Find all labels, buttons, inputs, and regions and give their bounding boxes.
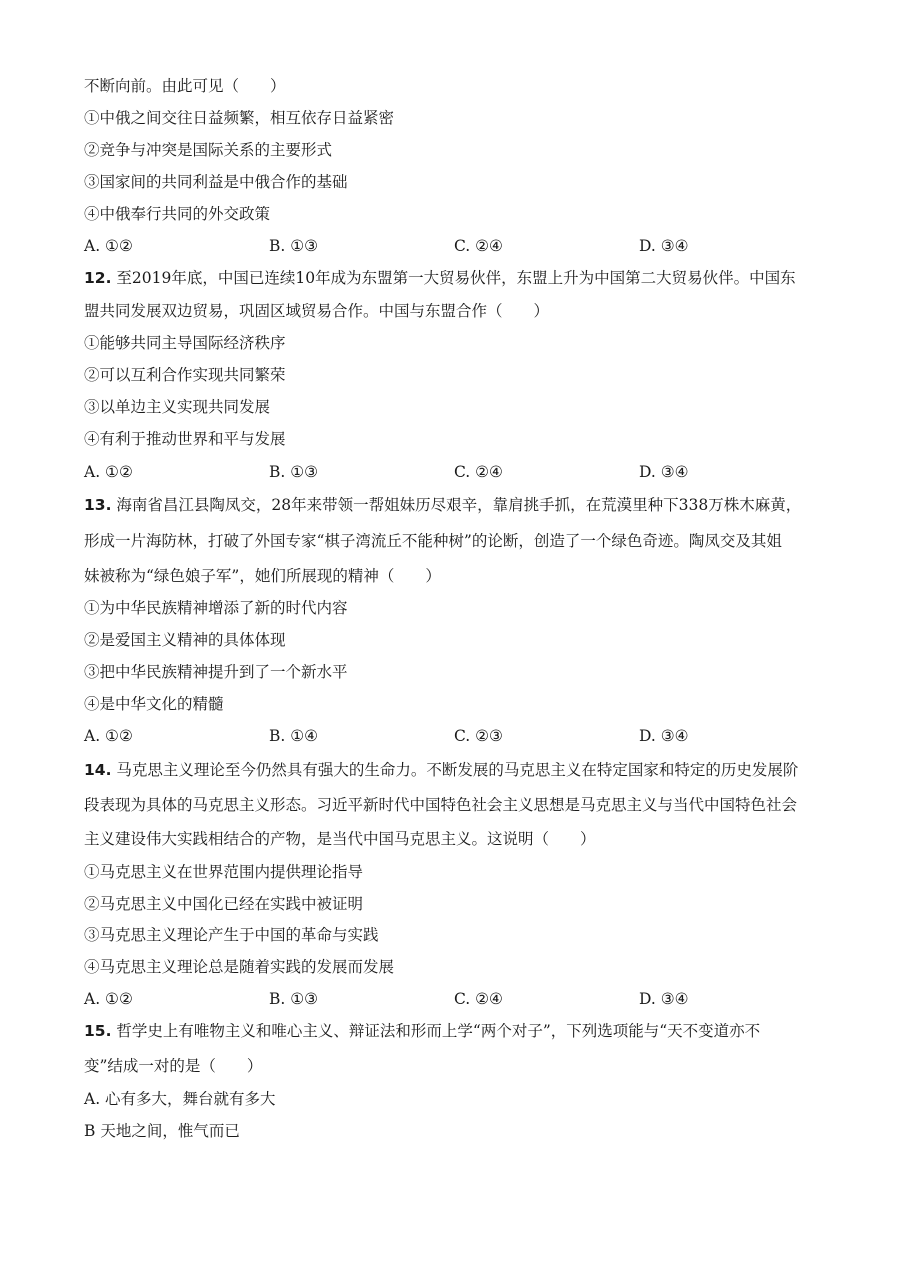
q12-option-b: B. ①③ xyxy=(269,463,319,481)
q14-item-1: ①马克思主义在世界范围内提供理论指导 xyxy=(84,863,364,881)
q13-item-2: ②是爱国主义精神的具体体现 xyxy=(84,631,286,649)
q12-option-a: A. ①② xyxy=(84,463,133,481)
q15-option-b: B 天地之间，惟气而已 xyxy=(84,1122,240,1140)
q11-stem-tail: 不断向前。由此可见（ ） xyxy=(84,77,286,95)
q14-stem-line-2: 段表现为具体的马克思主义形态。习近平新时代中国特色社会主义思想是马克思主义与当代中国特色社会 xyxy=(84,796,798,814)
q12-stem-line-2: 盟共同发展双边贸易，巩固区域贸易合作。中国与东盟合作（ ） xyxy=(84,302,550,320)
q15-stem-line-1 xyxy=(84,1019,760,1043)
q15-number: 15. xyxy=(84,1022,112,1040)
q14-option-a: A. ①② xyxy=(84,990,133,1008)
q11-item-2: ②竞争与冲突是国际关系的主要形式 xyxy=(84,141,333,159)
q11-option-b: B. ①③ xyxy=(269,237,319,255)
q11-option-a: A. ①② xyxy=(84,237,133,255)
q12-number: 12. xyxy=(84,269,112,287)
q15-stem-text: 哲学史上有唯物主义和唯心主义、辩证法和形而上学“两个对子”，下列选项能与“天不变道亦不 xyxy=(116,1022,761,1040)
q13-item-4: ④是中华文化的精髓 xyxy=(84,695,224,713)
q12-stem-line-1 xyxy=(84,266,796,290)
q14-option-b: B. ①③ xyxy=(269,990,319,1008)
q12-options xyxy=(84,460,834,484)
q13-options xyxy=(84,724,834,748)
q14-item-4: ④马克思主义理论总是随着实践的发展而发展 xyxy=(84,958,395,976)
q12-option-d: D. ③④ xyxy=(639,463,689,481)
q11-item-1: ①中俄之间交往日益频繁，相互依存日益紧密 xyxy=(84,109,395,127)
q11-item-4: ④中俄奉行共同的外交政策 xyxy=(84,205,271,223)
q11-option-d: D. ③④ xyxy=(639,237,689,255)
q11-options xyxy=(84,234,834,258)
q13-stem-line-1 xyxy=(84,493,801,517)
q14-option-c: C. ②④ xyxy=(454,990,503,1008)
q14-option-d: D. ③④ xyxy=(639,990,689,1008)
q13-option-c: C. ②③ xyxy=(454,727,503,745)
q14-options xyxy=(84,987,834,1011)
q13-option-d: D. ③④ xyxy=(639,727,689,745)
q13-stem-line-3: 妹被称为“绿色娘子军”，她们所展现的精神（ ） xyxy=(84,567,441,585)
q11-item-3: ③国家间的共同利益是中俄合作的基础 xyxy=(84,173,348,191)
q15-stem-line-2: 变”结成一对的是（ ） xyxy=(84,1057,263,1075)
q12-stem-text: 至2019年底，中国已连续10年成为东盟第一大贸易伙伴，东盟上升为中国第二大贸易伙伴。中国东 xyxy=(116,269,796,287)
q14-number: 14. xyxy=(84,761,112,779)
q15-option-a: A. 心有多大，舞台就有多大 xyxy=(84,1090,276,1108)
q14-item-3: ③马克思主义理论产生于中国的革命与实践 xyxy=(84,926,379,944)
q13-item-3: ③把中华民族精神提升到了一个新水平 xyxy=(84,663,348,681)
q11-option-c: C. ②④ xyxy=(454,237,503,255)
q13-option-b: B. ①④ xyxy=(269,727,319,745)
q13-option-a: A. ①② xyxy=(84,727,133,745)
q12-item-4: ④有利于推动世界和平与发展 xyxy=(84,430,286,448)
q12-item-2: ②可以互利合作实现共同繁荣 xyxy=(84,366,286,384)
q13-number: 13. xyxy=(84,496,112,514)
q14-stem-line-3: 主义建设伟大实践相结合的产物，是当代中国马克思主义。这说明（ ） xyxy=(84,830,596,848)
q13-stem-text: 海南省昌江县陶凤交，28年来带领一帮姐妹历尽艰辛，靠肩挑手抓，在荒漠里种下338万株木麻黄， xyxy=(116,496,802,514)
q14-stem-line-1 xyxy=(84,758,798,782)
q12-option-c: C. ②④ xyxy=(454,463,503,481)
q12-item-3: ③以单边主义实现共同发展 xyxy=(84,398,271,416)
q12-item-1: ①能够共同主导国际经济秩序 xyxy=(84,334,286,352)
q13-stem-line-2: 形成一片海防林，打破了外国专家“棋子湾流丘不能种树”的论断，创造了一个绿色奇迹。陶凤交及其姐 xyxy=(84,532,782,550)
q14-item-2: ②马克思主义中国化已经在实践中被证明 xyxy=(84,895,364,913)
q13-item-1: ①为中华民族精神增添了新的时代内容 xyxy=(84,599,348,617)
q14-stem-text: 马克思主义理论至今仍然具有强大的生命力。不断发展的马克思主义在特定国家和特定的历史发展阶 xyxy=(116,761,799,779)
